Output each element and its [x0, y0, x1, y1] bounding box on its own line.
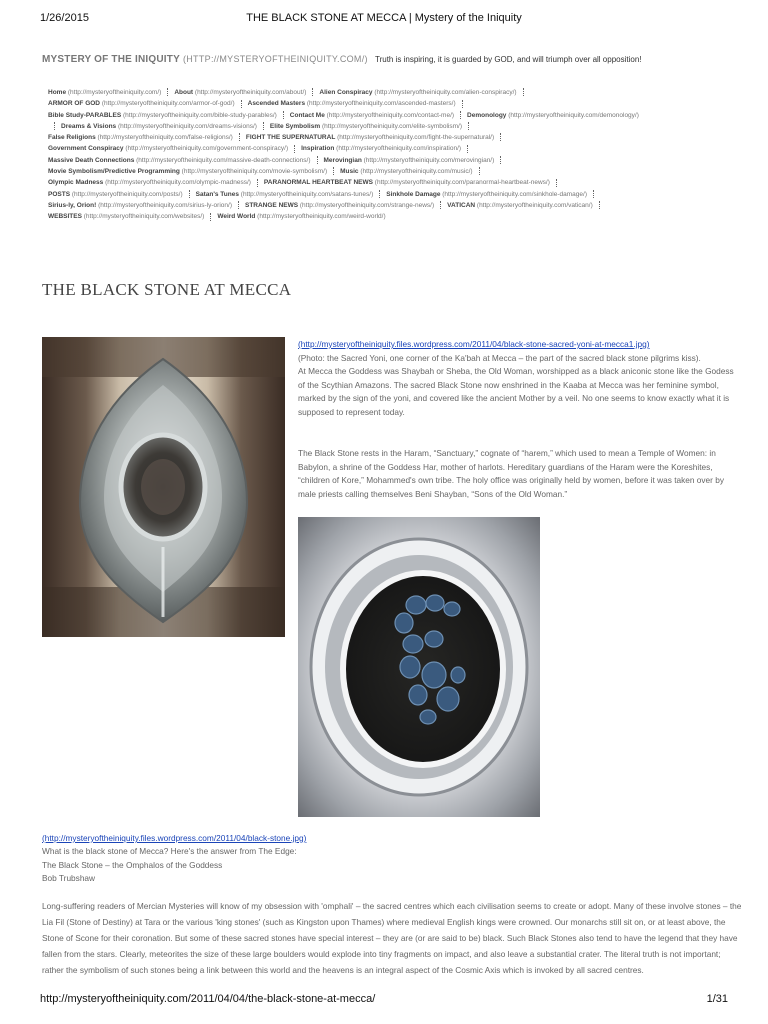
nav-item-label[interactable]: Olympic Madness	[48, 179, 104, 187]
nav-item[interactable]	[248, 100, 456, 107]
nav-item[interactable]	[386, 191, 587, 198]
nav-item-url[interactable]: (http://mysteryoftheiniquity.com/inspiration/)	[336, 145, 462, 153]
print-page-number: 1/31	[706, 993, 728, 1005]
image2-caption-block	[42, 832, 742, 886]
nav-item-url[interactable]: (http://mysteryoftheiniquity.com/music/)	[360, 168, 473, 176]
nav-separator	[312, 88, 313, 96]
print-date: 1/26/2015	[40, 12, 89, 24]
nav-separator	[257, 179, 258, 187]
nav-item-url[interactable]: (http://mysteryoftheiniquity.com/merovingian/)	[363, 156, 495, 164]
nav-item[interactable]	[48, 112, 277, 119]
nav-separator	[460, 111, 461, 119]
nav-item-label[interactable]: Dreams & Visions	[61, 122, 117, 130]
nav-item[interactable]	[48, 89, 161, 96]
image1-link[interactable]: (http://mysteryoftheiniquity.files.wordpress.com/2011/04/black-stone-sacred-yoni-at-mecca1.jpg)	[298, 339, 650, 349]
nav-item[interactable]	[48, 168, 327, 175]
nav-item[interactable]	[467, 112, 639, 119]
nav-item-url[interactable]: (http://mysteryoftheiniquity.com/weird-world/)	[257, 213, 386, 221]
nav-separator	[283, 111, 284, 119]
nav-item-url[interactable]: (http://mysteryoftheiniquity.com/satans-tunes/)	[240, 190, 374, 198]
nav-item[interactable]	[48, 202, 232, 209]
nav-separator	[54, 122, 55, 130]
caption-line-1: What is the black stone of Mecca? Here's the answer from The Edge:	[42, 846, 297, 857]
nav-item[interactable]	[447, 202, 593, 209]
nav-separator	[479, 167, 480, 175]
nav-item[interactable]	[270, 123, 462, 130]
nav-item-url[interactable]: (http://mysteryoftheiniquity.com/websites/)	[83, 213, 205, 221]
nav-item-label[interactable]: Merovingian	[323, 156, 362, 164]
nav-item-url[interactable]: (http://mysteryoftheiniquity.com/)	[67, 89, 162, 96]
nav-item-label[interactable]: About	[174, 89, 194, 96]
nav-item-url[interactable]: (http://mysteryoftheiniquity.com/sinkhole-damage/)	[442, 190, 587, 198]
nav-item-label[interactable]: VATICAN	[447, 201, 476, 209]
nav-item-label[interactable]: PARANORMAL HEARTBEAT NEWS	[263, 179, 373, 187]
nav-separator	[462, 100, 463, 108]
nav-item[interactable]	[324, 157, 495, 164]
nav-item-url[interactable]: (http://mysteryoftheiniquity.com/vatican/)	[476, 201, 593, 209]
nav-item-url[interactable]: (http://mysteryoftheiniquity.com/government-conspiracy/)	[125, 145, 289, 153]
nav-separator	[440, 201, 441, 209]
nav-separator	[238, 201, 239, 209]
nav-item[interactable]	[246, 134, 494, 141]
article-intro	[298, 338, 738, 420]
nav-item-label[interactable]: Movie Symbolism/Predictive Programming	[48, 168, 180, 176]
image2-link[interactable]: (http://mysteryoftheiniquity.files.wordpress.com/2011/04/black-stone.jpg)	[42, 833, 307, 843]
photo-caption: (Photo: the Sacred Yoni, one corner of the Ka'bah at Mecca – the part of the sacred black stone pilgrims kiss).	[298, 352, 701, 363]
nav-item-url[interactable]: (http://mysteryoftheiniquity.com/paranormal-heartbeat-news/)	[374, 179, 550, 187]
page-title: THE BLACK STONE AT MECCA	[42, 280, 292, 299]
nav-separator	[599, 201, 600, 209]
nav-separator	[556, 179, 557, 187]
nav-item-url[interactable]: (http://mysteryoftheiniquity.com/olympic-madness/)	[105, 179, 251, 187]
nav-item-label[interactable]: False Religions	[48, 134, 96, 142]
nav-item-label[interactable]: Massive Death Connections	[48, 156, 135, 164]
nav-item-label[interactable]: Sinkhole Damage	[386, 190, 441, 198]
nav-item[interactable]	[340, 168, 472, 175]
nav-item-label[interactable]: Contact Me	[289, 111, 325, 119]
nav-item-url[interactable]: (http://mysteryoftheiniquity.com/contact-me/)	[326, 111, 455, 119]
nav-item-label[interactable]: WEBSITES	[48, 213, 82, 221]
nav-item-url[interactable]: (http://mysteryoftheiniquity.com/armor-of-god/)	[101, 100, 235, 108]
nav-item[interactable]	[290, 112, 454, 119]
nav-item[interactable]	[48, 145, 288, 152]
nav-separator	[333, 167, 334, 175]
nav-item-label[interactable]: Home	[48, 89, 67, 96]
nav-item-url[interactable]: (http://mysteryoftheiniquity.com/fight-the-supernatural/)	[337, 134, 495, 142]
nav-item-url[interactable]: (http://mysteryoftheiniquity.com/posts/)	[71, 190, 183, 198]
nav-item[interactable]	[48, 213, 204, 220]
nav-item-label[interactable]: Ascended Masters	[247, 100, 306, 108]
caption-author: Bob Trubshaw	[42, 873, 96, 884]
article-para-1: At Mecca the Goddess was Shaybah or Sheba, the Old Woman, worshipped as a black aniconic stone like the Godess of the Scythian Amazons. The sacred Black Stone now enshrined in the Kaaba at Mecca was her feminine symbol, marked by the sign of the yoni, and covered like the ancient Mother by a veil. No one seems to know exactly what it is supposed to represent today.	[298, 366, 734, 417]
nav-item-label[interactable]: Sirius-ly, Orion!	[48, 201, 97, 209]
nav-separator	[593, 190, 594, 198]
nav-item-url[interactable]: (http://mysteryoftheiniquity.com/movie-symbolism/)	[181, 168, 328, 176]
nav-item-url[interactable]: (http://mysteryoftheiniquity.com/massive-death-connections/)	[136, 156, 311, 164]
article-para-2-block	[298, 447, 738, 501]
nav-item-url[interactable]: (http://mysteryoftheiniquity.com/dreams-visions/)	[117, 122, 257, 130]
nav-separator	[467, 145, 468, 153]
sacred-yoni-image[interactable]	[42, 337, 285, 637]
nav-item[interactable]	[245, 202, 434, 209]
nav-item[interactable]	[48, 179, 251, 186]
nav-item-label[interactable]: Alien Conspiracy	[319, 89, 373, 96]
nav-separator	[317, 156, 318, 164]
site-url[interactable]: (HTTP://MYSTERYOFTHEINIQUITY.COM/)	[182, 54, 368, 64]
nav-separator	[468, 122, 469, 130]
nav-item[interactable]	[196, 191, 374, 198]
print-doc-title: THE BLACK STONE AT MECCA | Mystery of the Iniquity	[246, 12, 522, 24]
nav-item-label[interactable]: POSTS	[48, 190, 71, 198]
nav-item-url[interactable]: (http://mysteryoftheiniquity.com/sirius-ly-orion/)	[98, 201, 232, 209]
black-stone-image[interactable]	[298, 517, 540, 817]
nav-item-label[interactable]: Elite Symbolism	[269, 122, 321, 130]
main-navigation	[48, 87, 648, 223]
nav-separator	[241, 100, 242, 108]
article-para-2: The Black Stone rests in the Haram, “Sanctuary,” cognate of “harem,” which used to mean a Temple of Women: in Babylon, a shrine of the Goddess Har, mother of harlots. Hereditary guardians of the Haram were the Koreshites, “children of Kore,” Mohammed's own tribe. The holy office was originally held by women, before it was taken over by male priests calling themselves Beni Shayban, “Sons of the Old Woman.”	[298, 448, 725, 499]
nav-item-url[interactable]: (http://mysteryoftheiniquity.com/bible-study-parables/)	[123, 111, 277, 119]
nav-item[interactable]	[48, 191, 183, 198]
nav-item-url[interactable]: (http://mysteryoftheiniquity.com/false-religions/)	[97, 134, 233, 142]
nav-item-url[interactable]: (http://mysteryoftheiniquity.com/about/)	[194, 89, 307, 96]
nav-item[interactable]	[301, 145, 461, 152]
nav-item-label[interactable]: Bible Study-PARABLES	[48, 111, 122, 119]
nav-item-label[interactable]: FIGHT THE SUPERNATURAL	[245, 134, 336, 142]
nav-item[interactable]	[48, 157, 311, 164]
nav-item-label[interactable]: Government Conspiracy	[48, 145, 124, 153]
site-tagline: Truth is inspiring, it is guarded by GOD, and will triumph over all opposition!	[375, 55, 642, 64]
nav-item[interactable]	[264, 179, 550, 186]
nav-item-label[interactable]: Satan's Tunes	[195, 190, 239, 198]
nav-separator	[523, 88, 524, 96]
nav-item-label[interactable]: Weird World	[217, 213, 256, 221]
nav-item-url[interactable]: (http://mysteryoftheiniquity.com/demonology/)	[508, 111, 639, 119]
nav-item[interactable]	[319, 89, 516, 96]
nav-item-url[interactable]: (http://mysteryoftheiniquity.com/alien-conspiracy/)	[374, 89, 517, 96]
nav-item[interactable]	[48, 134, 233, 141]
nav-separator	[500, 156, 501, 164]
nav-item-label[interactable]: Demonology	[467, 111, 507, 119]
nav-separator	[189, 190, 190, 198]
nav-item[interactable]	[61, 123, 257, 130]
site-name-link[interactable]: MYSTERY OF THE INIQUITY	[42, 54, 180, 65]
nav-separator	[167, 88, 168, 96]
nav-separator	[263, 122, 264, 130]
nav-item-url[interactable]: (http://mysteryoftheiniquity.com/strange-news/)	[299, 201, 435, 209]
nav-separator	[379, 190, 380, 198]
nav-item-label[interactable]: ARMOR OF GOD	[48, 100, 100, 108]
nav-item-url[interactable]: (http://mysteryoftheiniquity.com/elite-symbolism/)	[321, 122, 462, 130]
nav-separator	[500, 133, 501, 141]
nav-separator	[210, 213, 211, 221]
nav-separator	[294, 145, 295, 153]
nav-separator	[239, 133, 240, 141]
nav-item[interactable]	[217, 213, 385, 220]
caption-line-2: The Black Stone – the Omphalos of the Goddess	[42, 859, 223, 870]
nav-item-label[interactable]: Inspiration	[301, 145, 335, 153]
nav-item-url[interactable]: (http://mysteryoftheiniquity.com/ascended-masters/)	[306, 100, 456, 108]
nav-item-label[interactable]: STRANGE NEWS	[244, 201, 299, 209]
site-header	[42, 54, 742, 65]
nav-item-label[interactable]: Music	[340, 168, 359, 176]
article-body: Long-suffering readers of Mercian Mysteries will know of my obsession with 'omphali' – the sacred centres which each civilisation seems to create or adopt. Many of these involve stones – the Lia Fil (Stone of Destiny) at Tara or the various 'king stones' (such as Kingston upon Thames) where medieval English kings were crowned. Our monarchs still sit on, or at least above, the Stone of Scone for their coronation. But some of these sacred stones have special interest – they are (or are said to be) black. Such Black Stones also tend to have the legend that they have fallen from the stars. Clearly, meteorites the size of these large boulders would explode into tiny fragments on impact, and also leave a substantial crater. The literal truth is not important; rather the symbolism of such stones being a link between this world and the heavens is an integral aspect of the Cosmic Axis which is invoked by all sacred centres.	[42, 901, 742, 975]
print-footer-url: http://mysteryoftheiniquity.com/2011/04/04/the-black-stone-at-mecca/	[40, 993, 376, 1005]
nav-item[interactable]	[174, 89, 306, 96]
nav-item[interactable]	[48, 100, 235, 107]
